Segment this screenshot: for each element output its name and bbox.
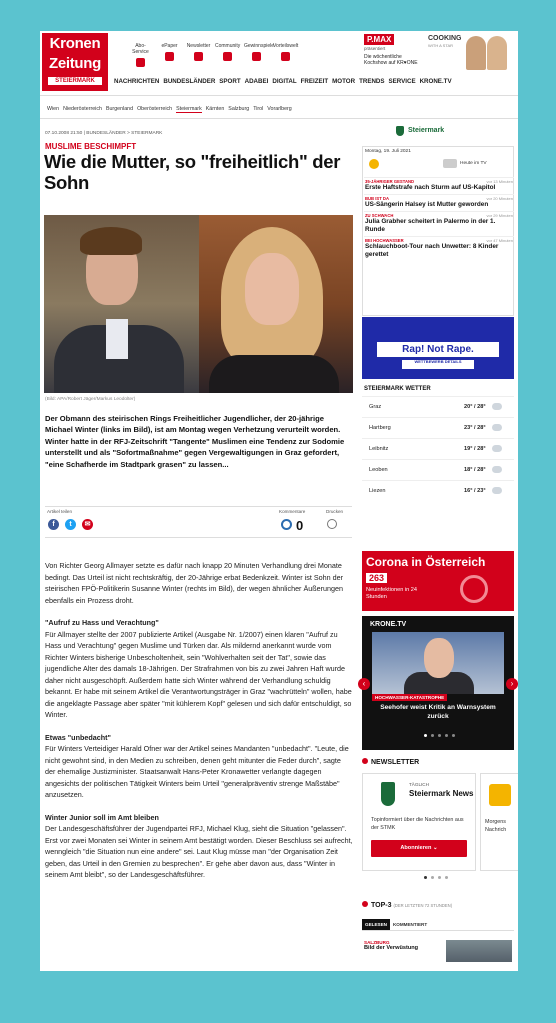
cloud-icon (492, 487, 502, 494)
service-abo[interactable]: Abo-Service (128, 43, 153, 67)
carousel-dot[interactable] (431, 876, 434, 879)
nav-nachrichten[interactable]: NACHRICHTEN (114, 78, 160, 85)
star-icon (252, 52, 261, 61)
cloud-icon (492, 466, 502, 473)
top3-thumbnail[interactable] (446, 940, 512, 962)
newsletter-dots (424, 876, 448, 879)
nav-sport[interactable]: SPORT (219, 78, 241, 85)
cloud-icon (492, 445, 502, 452)
region-niederoesterreich[interactable]: Niederösterreich (63, 106, 102, 112)
carousel-dots (424, 734, 455, 737)
main-nav (114, 78, 452, 85)
tv-label[interactable]: Heute im TV (460, 161, 487, 166)
tab-kommentiert[interactable]: KOMMENTIERT (392, 922, 428, 927)
region-salzburg[interactable]: Salzburg (228, 106, 250, 112)
krone-tv-tag: HOCHWASSER-KATASTROPHE (372, 694, 447, 701)
mail-share-icon[interactable]: ✉ (82, 519, 93, 530)
page (40, 31, 518, 971)
tv-icon[interactable] (443, 159, 457, 168)
weather-row[interactable]: Graz 20° / 28° (362, 396, 514, 417)
nav-adabei[interactable]: ADABEI (244, 78, 269, 85)
region-wien[interactable]: Wien (47, 106, 60, 112)
subheading: "Aufruf zu Hass und Verachtung" (45, 618, 159, 627)
region-steiermark[interactable]: Steiermark (176, 105, 202, 112)
corona-widget[interactable] (362, 551, 514, 611)
sun-icon (369, 159, 379, 169)
newsletter-desc: Topinformiert über die Nachrichten aus der STMK (371, 817, 464, 831)
service-gewinnspiele[interactable]: Gewinnspiele (244, 43, 269, 67)
carousel-dot[interactable] (438, 876, 441, 879)
weather-row[interactable]: Hartberg 23° / 28° (362, 417, 514, 438)
steiermark-crest-icon (381, 782, 395, 806)
article-kicker: MUSLIME BESCHIMPFT (45, 142, 137, 151)
print-label: Drucken (326, 509, 344, 514)
paragraph-3: Etwas "unbedacht" Für Winters Verteidiger Harald Ofner war der Artikel seines Mandanten "unbedacht". "Leute, die nicht gewohnt sind, in den Medien zu schreiben, denen geht mitunter die Feder durch", sagte der ehemalige Justizminister. Staatsanwalt Hans-Peter Kronawetter verlangte dagegen angesichts der politischen Tätigkeit Winters beim Urteil "generalpräventiv strenge Maßstäbe" anzusetzen. (45, 732, 353, 801)
steiermark-crest-icon (396, 126, 404, 136)
subheading: Etwas "unbedacht" (45, 732, 111, 742)
chevron-left-icon[interactable]: ‹ (358, 678, 370, 690)
newsletter-frequency: TÄGLICH (409, 782, 429, 787)
corona-title: Corona in Österreich (366, 555, 486, 569)
list-item[interactable]: ZU SCHWACH vor 29 Minuten Julia Grabher scheitert in Palermo in der 1. Runde (364, 211, 514, 236)
cooking-sub: WITH A STAR (428, 43, 454, 48)
logo-line-2: Zeitung (48, 55, 102, 72)
service-vorteilswelt[interactable]: Vorteilswelt (273, 43, 298, 67)
service-newsletter[interactable]: Newsletter (186, 43, 211, 67)
share-label: Artikel teilen (47, 509, 73, 514)
newsletter-card-2 (480, 773, 518, 871)
pmax-logo: P.MAX (364, 34, 394, 45)
virus-icon (460, 575, 488, 603)
newsletter-heading: NEWSLETTER (362, 758, 419, 766)
epaper-icon (165, 52, 174, 61)
paragraph-4: Winter Junior soll im Amt bleiben Der Landesgeschäftsführer der Jugendpartei RFJ, Michael Klug, sieht die Situation "gelassen". Erst vor zwei Monaten sei Winter in seinem Amt bestätigt worden. Dieser Beschluss sei aufrecht, wenngleich "die Situation nun eine andere" sei. Laut Klug müsse man "der Organisation Zeit geben, das Urteil in den Gremien zu besprechen". Er gehe aber davon aus, dass "Winter in seinem Amt bleibt", so der Landesgeschäftsführer. (45, 812, 353, 879)
region-title[interactable]: Steiermark (408, 127, 445, 134)
carousel-dot[interactable] (445, 734, 448, 737)
news-list (364, 177, 514, 261)
logo-edition: STEIERMARK (48, 77, 102, 85)
newsletter-desc-2: Morgens Nachrich (485, 819, 507, 833)
news-ticker (362, 146, 514, 316)
krone-tv-title[interactable]: Seehofer weist Kritik an Warnsystem zurück (380, 704, 496, 720)
community-icon (223, 52, 232, 61)
photo-michael-winter (44, 215, 199, 393)
article-body (45, 560, 353, 892)
nav-freizeit[interactable]: FREIZEIT (300, 78, 329, 85)
subscribe-button[interactable]: Abonnieren ⌄ (371, 840, 467, 857)
paragraph-2: "Aufruf zu Hass und Verachtung" Für Allmayer stellte der 2007 publizierte Artikel (Ausgabe Nr. 1/2007) einen klaren "Aufruf zu Hass und Verachtung" gegen Muslime und Türken dar. Als mildernd anerkannt wurde vom Richter Winters bisherige Unbescholtenheit, sein "Wohlverhalten seit der Tat", sowie das jugendliche Alter des damals 18-Jährigen. Der Strafrahmen von bis zu zwei Jahren Haft wurde daher nicht ausgeschöpft. Außerdem hatte sich Winter während der Verhandlung schuldig bekannt. Er habe mit seinem Artikel die Verantwortungsträger in Graz "wachrütteln" wollen, habe die angeklagte Passage aber später "mit kühlerem Kopf" gelesen und sich dafür entschuldigt, so Winter. (45, 618, 352, 719)
article-photo[interactable] (44, 215, 353, 393)
ad-text: Die wöchentliche Kochshow auf KR♥ONE (364, 54, 418, 66)
top3-item[interactable]: SALZBURG Bild der Verwüstung (364, 940, 419, 951)
carousel-dot[interactable] (438, 734, 441, 737)
krone-tv-label[interactable]: KRONE.TV (370, 621, 407, 628)
carousel-dot[interactable] (431, 734, 434, 737)
comments-label: Kommentare (279, 509, 306, 514)
krone-tv-thumbnail[interactable] (372, 632, 504, 694)
krone-tv-carousel (362, 616, 514, 750)
regional-nav (40, 100, 518, 119)
weather-list (362, 396, 514, 501)
top3-heading: TOP-3 (DER LETZTEN 72 STUNDEN) (362, 901, 452, 909)
tab-gelesen[interactable]: GELESEN (362, 919, 390, 930)
region-burgenland[interactable]: Burgenland (105, 106, 134, 112)
krone-logo[interactable] (42, 33, 108, 91)
service-epaper[interactable]: ePaper (157, 43, 182, 67)
weather-title: STEIERMARK WETTER (364, 386, 431, 392)
nav-bundeslaender[interactable]: BUNDESLÄNDER (163, 78, 216, 85)
photo-susanne-winter (199, 215, 353, 393)
region-tirol[interactable]: Tirol (253, 106, 264, 112)
rap-ad-banner[interactable] (362, 317, 514, 379)
top3-tabs (362, 919, 514, 931)
pmax-sub: präsentiert (364, 46, 386, 51)
carousel-dot[interactable] (445, 876, 448, 879)
list-item[interactable]: BEI HOCHWASSER vor 47 Minuten Schlauchboot-Tour nach Unwetter: 8 Kinder gerettet (364, 236, 514, 261)
comment-icon[interactable] (281, 519, 292, 530)
service-community[interactable]: Community (215, 43, 240, 67)
paragraph-1: Von Richter Georg Allmayer setzte es dafür nach knapp 20 Minuten Verhandlung drei Monate bedingt. Das Urteil ist nicht rechtskräftig, der 20-Jährige erbat Bedenkzeit. Winter ist Sohn der steirischen FPÖ-Politikerin Susanne Winter (rechts im Bild), der wegen ähnlicher Äußerungen ebenfalls ein Prozess droht. (45, 561, 344, 605)
carousel-dot[interactable] (424, 876, 427, 879)
rap-ad-title: Rap! Not Rape. (377, 342, 499, 357)
ad-photo (462, 34, 512, 70)
article-lead: Der Obmann des steirischen Rings Freiheitlicher Jugendlicher, der 20-jährige Michael Winter (links im Bild), ist am Montag wegen Verhetzung verurteilt worden. Winter hatte in der RFJ-Zeitschrift "Tangente" Muslimen eine Tendenz zur Sodomie unterstellt und als "Sofortmaßnahme" gegen Vergewaltigungen in Graz gefordert, "eine Schafherde im Stadtpark grasen" zu lassen... (45, 414, 345, 469)
region-vorarlberg[interactable]: Vorarlberg (267, 106, 292, 112)
cloud-icon (492, 424, 502, 431)
site-header (40, 31, 518, 96)
abo-icon (136, 58, 145, 67)
weather-row[interactable]: Leibnitz 19° / 28° (362, 438, 514, 459)
subheading: Winter Junior soll im Amt bleiben (45, 812, 159, 822)
chevron-right-icon[interactable]: › (506, 678, 518, 690)
photo-caption: (Bild: APA/Robert Jäger/Markus Leodolter) (45, 397, 136, 402)
list-item[interactable]: BUB IST DA vor 20 Minuten US-Sängerin Halsey ist Mutter geworden (364, 194, 514, 211)
facebook-icon[interactable]: f (48, 519, 59, 530)
weather-row[interactable]: Liezen 16° / 23° (362, 480, 514, 501)
corona-count: 263 (366, 573, 387, 583)
rap-ad-button[interactable]: WETTBEWERB DETAILS (402, 360, 474, 369)
carousel-dot[interactable] (452, 734, 455, 737)
article-headline: Wie die Mutter, so "freiheitlich" der Sohn (44, 151, 341, 193)
newsletter-name: Steiermark News (409, 789, 474, 798)
logo-line-1: Kronen (49, 35, 101, 52)
gift-icon (281, 52, 290, 61)
comment-count[interactable]: 0 (296, 518, 304, 533)
newsletter-card (362, 773, 476, 871)
weather-row[interactable]: Leoben 18° / 28° (362, 459, 514, 480)
nav-digital[interactable]: DIGITAL (272, 78, 297, 85)
print-icon[interactable] (327, 519, 337, 529)
nav-trends[interactable]: TRENDS (359, 78, 385, 85)
service-links (128, 43, 298, 67)
region-oberoesterreich[interactable]: Oberösterreich (137, 106, 173, 112)
carousel-dot[interactable] (424, 734, 427, 737)
list-item[interactable]: 35-JÄHRIGER GESTAND vor 13 Minuten Erste Haftstrafe nach Sturm auf US-Kapitol (364, 177, 514, 194)
cooking-logo: COOKING (428, 35, 462, 42)
newsletter-icon (489, 784, 511, 806)
article-meta: 07.10.2008 21:50 | BUNDESLÄNDER > STEIERMARK (45, 131, 163, 136)
nav-krone-tv[interactable]: KRONE.TV (419, 78, 452, 85)
corona-sub: Neuinfektionen in 24 Stunden (366, 587, 418, 600)
share-bar (45, 506, 352, 538)
cloud-icon (492, 403, 502, 410)
nav-motor[interactable]: MOTOR (332, 78, 356, 85)
nav-service[interactable]: SERVICE (388, 78, 416, 85)
header-ad[interactable] (364, 34, 514, 74)
twitter-icon[interactable]: t (65, 519, 76, 530)
mail-icon (194, 52, 203, 61)
region-kaernten[interactable]: Kärnten (205, 106, 225, 112)
ticker-date: Montag, 19. Juli 2021 (365, 149, 411, 154)
